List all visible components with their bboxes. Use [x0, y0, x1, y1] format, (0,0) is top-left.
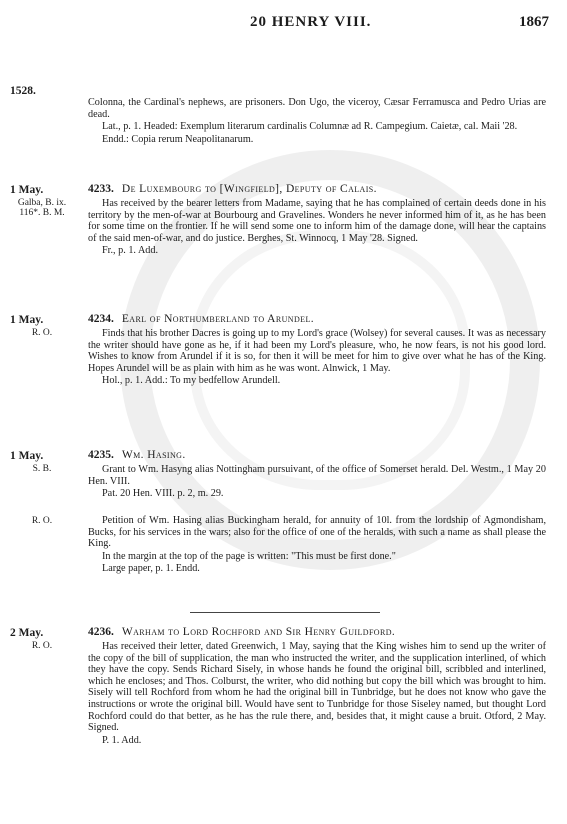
entry-body: Has received by the bearer letters from Madame, saying that he has complained of certain deeds done in his territory by the men-of-war at Bourbourg and Gravelines. Wonders he never informed him of it, as he has been for some time on the frontier. If he will send some one to inform him of the damage done, will hear the captains of the said men-of-war, and do justice. Berghes, St. Winnocq, 1 May '28. Signed. — [88, 198, 546, 244]
entry-body: Has received their letter, dated Greenwich, 1 May, saying that the King wishes him to send up the writer of the copy of the bill of supplication, the man who instructed the writer, and the supplication interlined, of which they have the copy. Sends Richard Sisely, in whose hands he found the original bill, scribbled and interlined, which he encloses; and Thos. Colburst, the writer, who did nothing but copy the bill which was brought to him. Sisely will tell Rochford from whom he had the original bill in Tunbridge, but he does not know who gave the instructions or wrote the original bill. Would have sent to Tunbridge for those Siseley named, but thought Lord Rochford could do that better, as he has the rule there, and, besides that, it might cause a bruit. Otford, 2 May. Signed. — [88, 641, 546, 734]
entry-number: 4236. — [88, 626, 114, 638]
entry-title: Warham to Lord Rochford and Sir Henry Guildford. — [121, 626, 396, 638]
entry-body: Grant to Wm. Hasyng alias Nottingham pursuivant, of the office of Somerset herald. Del. Westm., 1 May 20 Hen. VIII. — [88, 464, 546, 487]
entry-number: 4234. — [88, 313, 114, 325]
entry-title: De Luxembourg to [Wingfield], Deputy of Calais. — [121, 183, 377, 195]
entry-reference: Galba, B. ix. 116*. B. M. — [17, 198, 67, 218]
entry-reference: R. O. — [31, 641, 53, 651]
page-number: 1867 — [519, 14, 549, 30]
entry-note: Large paper, p. 1. Endd. — [102, 563, 200, 575]
entry-reference: R. O. — [31, 516, 53, 526]
entry-main — [88, 448, 546, 500]
entry-date: 1 May. — [10, 450, 44, 462]
entry-main — [88, 182, 546, 257]
entry-heading — [88, 625, 546, 639]
entry-main — [88, 625, 546, 746]
entry-note: In the margin at the top of the page is written: "This must be first done." — [102, 550, 396, 562]
entry-note: Endd.: Copia rerum Neapolitanarum. — [102, 133, 254, 145]
entry-title: Wm. Hasing. — [121, 449, 186, 461]
entry-date: 2 May. — [10, 627, 44, 639]
entry-note: Pat. 20 Hen. VIII. p. 2, m. 29. — [102, 488, 224, 500]
entry-reference: R. O. — [31, 328, 53, 338]
entry-note: Lat., p. 1. Headed: Exemplum literarum cardinalis Columnæ ad R. Campegium. Caietæ, cal. Maii '28. — [102, 121, 518, 133]
entry-main — [88, 95, 546, 145]
entry-body: Finds that his brother Dacres is going up to my Lord's grace (Wolsey) for several causes. It was as necessary the writer should have gone as he, if it had been my Lord's pleasure, who, he now fears, is not his good lord. Wishes to know from Arundel if it is so, for then it will be meet for him to give over what he has of the King. Hopes Arundel will be as plain with him as he was wont. Alnwick, 1 May. — [88, 328, 546, 374]
entry-main — [88, 513, 546, 575]
entry-note: P. 1. Add. — [102, 734, 142, 746]
running-title: 20 HENRY VIII. — [250, 14, 372, 30]
entry-heading — [88, 182, 546, 196]
entry-main — [88, 312, 546, 387]
entry-number: 4235. — [88, 449, 114, 461]
entry-date: 1 May. — [10, 184, 44, 196]
entry-heading — [88, 312, 546, 326]
entry-number: 4233. — [88, 183, 114, 195]
entry-note: Fr., p. 1. Add. — [102, 245, 159, 257]
entry-body: Colonna, the Cardinal's nephews, are prisoners. Don Ugo, the viceroy, Cæsar Ferramusca and Pedro Urias are dead. — [88, 97, 546, 120]
entry-body: Petition of Wm. Hasing alias Buckingham herald, for annuity of 10l. from the lordship of Agmondisham, Bucks, for his services in the wars; also for the office of one of the heralds, with such a name as shall please the King. — [88, 515, 546, 550]
entry-heading — [88, 448, 546, 462]
entry-note: Hol., p. 1. Add.: To my bedfellow Arundell. — [102, 375, 281, 387]
entry-title: Earl of Northumberland to Arundel. — [121, 313, 315, 325]
entry-date: 1 May. — [10, 314, 44, 326]
entry-date: 1528. — [10, 85, 36, 97]
entry-divider — [190, 612, 380, 613]
entry-reference: S. B. — [32, 464, 52, 474]
